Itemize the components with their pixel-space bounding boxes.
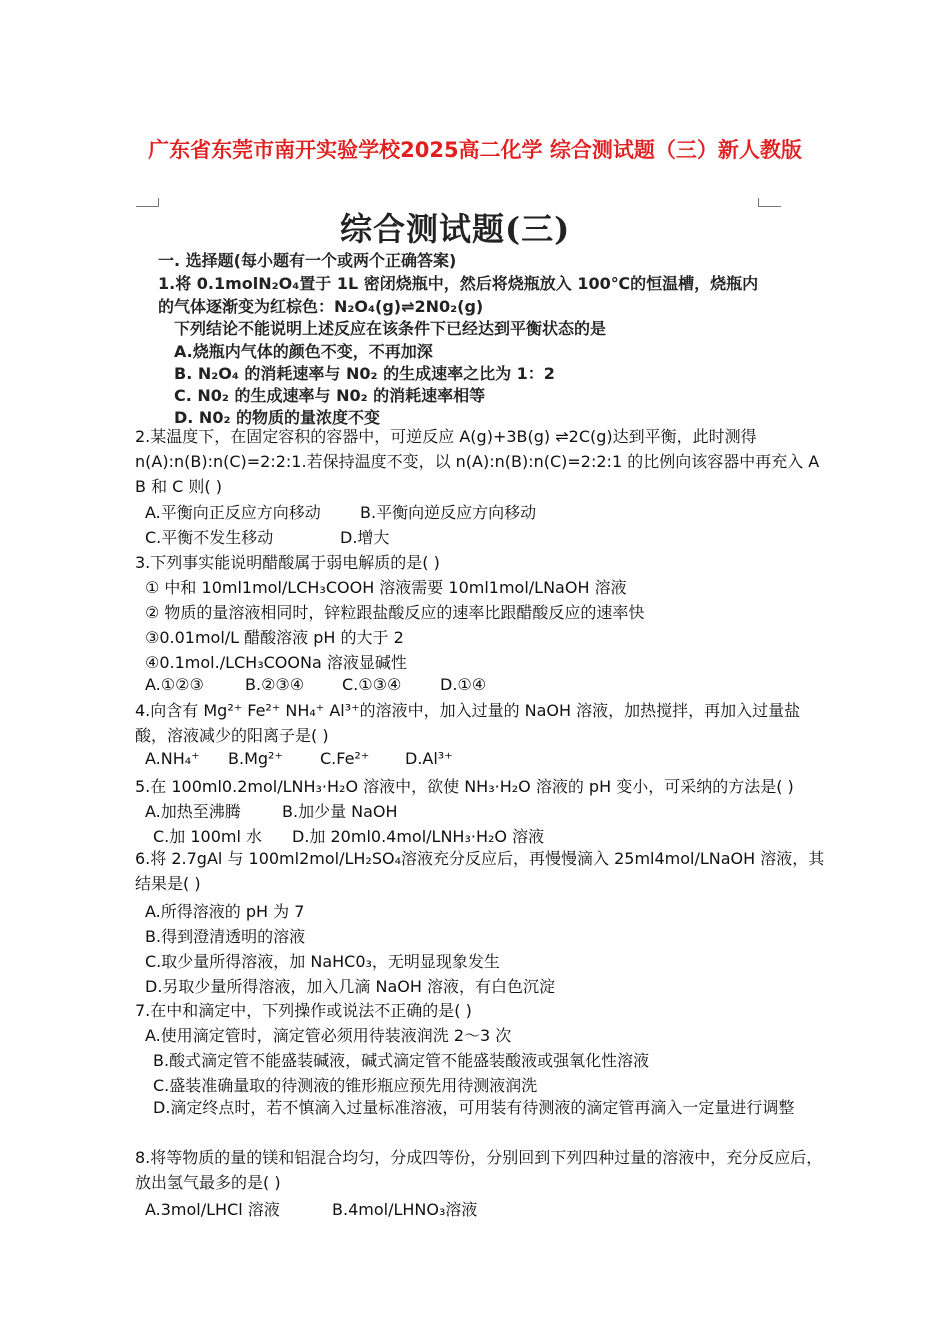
q7-option-a: A.使用滴定管时，滴定管必须用待装液润洗 2～3 次	[145, 1026, 512, 1045]
q3-option-a: A.①②③	[145, 675, 204, 694]
q2-stem: 2.某温度下，在固定容积的容器中，可逆反应 A(g)+3B(g) ⇌2C(g)达到平衡，此时测得 n(A):n(B):n(C)=2:2:1.若保持温度不变，以 n(A):n(B):n(C)=2:2:1 的比例向该容器中再充入 A B 和 C 则( )	[135, 427, 820, 496]
q1-stem-line3: 下列结论不能说明上述反应在该条件下已经达到平衡状态的是	[174, 319, 607, 338]
q3-item-2: ② 物质的量溶液相同时，锌粒跟盐酸反应的速率比跟醋酸反应的速率快	[145, 603, 645, 622]
q8-option-b: B.4mol/LHNO₃溶液	[332, 1200, 478, 1219]
q6-option-c: C.取少量所得溶液，加 NaHC0₃，无明显现象发生	[145, 952, 500, 971]
q1-option-b: B. N₂O₄ 的消耗速率与 N0₂ 的生成速率之比为 1：2	[174, 364, 555, 383]
q6-stem: 6.将 2.7gAl 与 100ml2mol/LH₂SO₄溶液充分反应后，再慢慢滴入 25ml4mol/LNaOH 溶液，其结果是( )	[135, 849, 825, 893]
q2-option-a: A.平衡向正反应方向移动	[145, 503, 321, 522]
q6-option-d: D.另取少量所得溶液，加入几滴 NaOH 溶液，有白色沉淀	[145, 977, 555, 996]
q6-option-b: B.得到澄清透明的溶液	[145, 927, 306, 946]
test-heading: 综合测试题(三)	[340, 210, 571, 248]
q7-option-b: B.酸式滴定管不能盛装碱液，碱式滴定管不能盛装酸液或强氧化性溶液	[153, 1051, 650, 1070]
q3-option-b: B.②③④	[245, 675, 305, 694]
q2-option-c: C.平衡不发生移动	[145, 528, 274, 547]
q6-option-a: A.所得溶液的 pH 为 7	[145, 902, 305, 921]
q5-option-a: A.加热至沸腾	[145, 802, 241, 821]
q1-option-a: A.烧瓶内气体的颜色不变，不再加深	[174, 342, 433, 361]
q8-option-a: A.3mol/LHCl 溶液	[145, 1200, 280, 1219]
q3-option-d: D.①④	[440, 675, 487, 694]
q5-option-b: B.加少量 NaOH	[282, 802, 398, 821]
q2-option-d: D.增大	[340, 528, 390, 547]
document-title: 广东省东莞市南开实验学校2025高二化学 综合测试题（三）新人教版	[148, 138, 802, 162]
q1-stem-line2: 的气体逐渐变为红棕色：N₂O₄(g)⇌2N0₂(g)	[158, 297, 484, 316]
q4-option-a: A.NH₄⁺	[145, 749, 200, 768]
q5-option-d: D.加 20ml0.4mol/LNH₃·H₂O 溶液	[292, 827, 545, 846]
q5-option-c: C.加 100ml 水	[153, 827, 263, 846]
q2-option-b: B.平衡向逆反应方向移动	[360, 503, 537, 522]
q3-option-c: C.①③④	[342, 675, 402, 694]
q4-option-d: D.Al³⁺	[405, 749, 453, 768]
q7-stem: 7.在中和滴定中，下列操作或说法不正确的是( )	[135, 1001, 472, 1020]
margin-mark-left	[136, 198, 159, 207]
q5-stem: 5.在 100ml0.2mol/LNH₃·H₂O 溶液中，欲使 NH₃·H₂O 溶液的 pH 变小，可采纳的方法是( )	[135, 777, 794, 796]
q7-option-d: D.滴定终点时，若不慎滴入过量标准溶液，可用装有待测液的滴定管再滴入一定量进行调整	[153, 1098, 795, 1117]
q4-option-b: B.Mg²⁺	[228, 749, 283, 768]
q4-stem: 4.向含有 Mg²⁺ Fe²⁺ NH₄⁺ Al³⁺的溶液中，加入过量的 NaOH 溶液，加热搅拌，再加入过量盐酸，溶液减少的阳离子是( )	[135, 701, 801, 745]
q1-option-c: C. N0₂ 的生成速率与 N0₂ 的消耗速率相等	[174, 386, 486, 405]
q1-stem-line1: 1.将 0.1molN₂O₄置于 1L 密闭烧瓶中，然后将烧瓶放入 100℃的恒温槽，烧瓶内	[158, 274, 759, 293]
q1-option-d: D. N0₂ 的物质的量浓度不变	[174, 408, 381, 427]
section-title: 一. 选择题(每小题有一个或两个正确答案)	[158, 251, 457, 270]
q3-stem: 3.下列事实能说明醋酸属于弱电解质的是( )	[135, 553, 440, 572]
q7-option-c: C.盛装准确量取的待测液的锥形瓶应预先用待测液润洗	[153, 1076, 538, 1095]
q3-item-1: ① 中和 10ml1mol/LCH₃COOH 溶液需要 10ml1mol/LNaOH 溶液	[145, 578, 627, 597]
q4-option-c: C.Fe²⁺	[320, 749, 370, 768]
q3-item-4: ④0.1mol./LCH₃COONa 溶液显碱性	[145, 653, 407, 672]
q8-stem: 8.将等物质的量的镁和铝混合均匀，分成四等份，分别回到下列四种过量的溶液中，充分反应后，放出氢气最多的是( )	[135, 1148, 823, 1192]
margin-mark-right	[758, 198, 781, 207]
q3-item-3: ③0.01mol/L 醋酸溶液 pH 的大于 2	[145, 628, 404, 647]
